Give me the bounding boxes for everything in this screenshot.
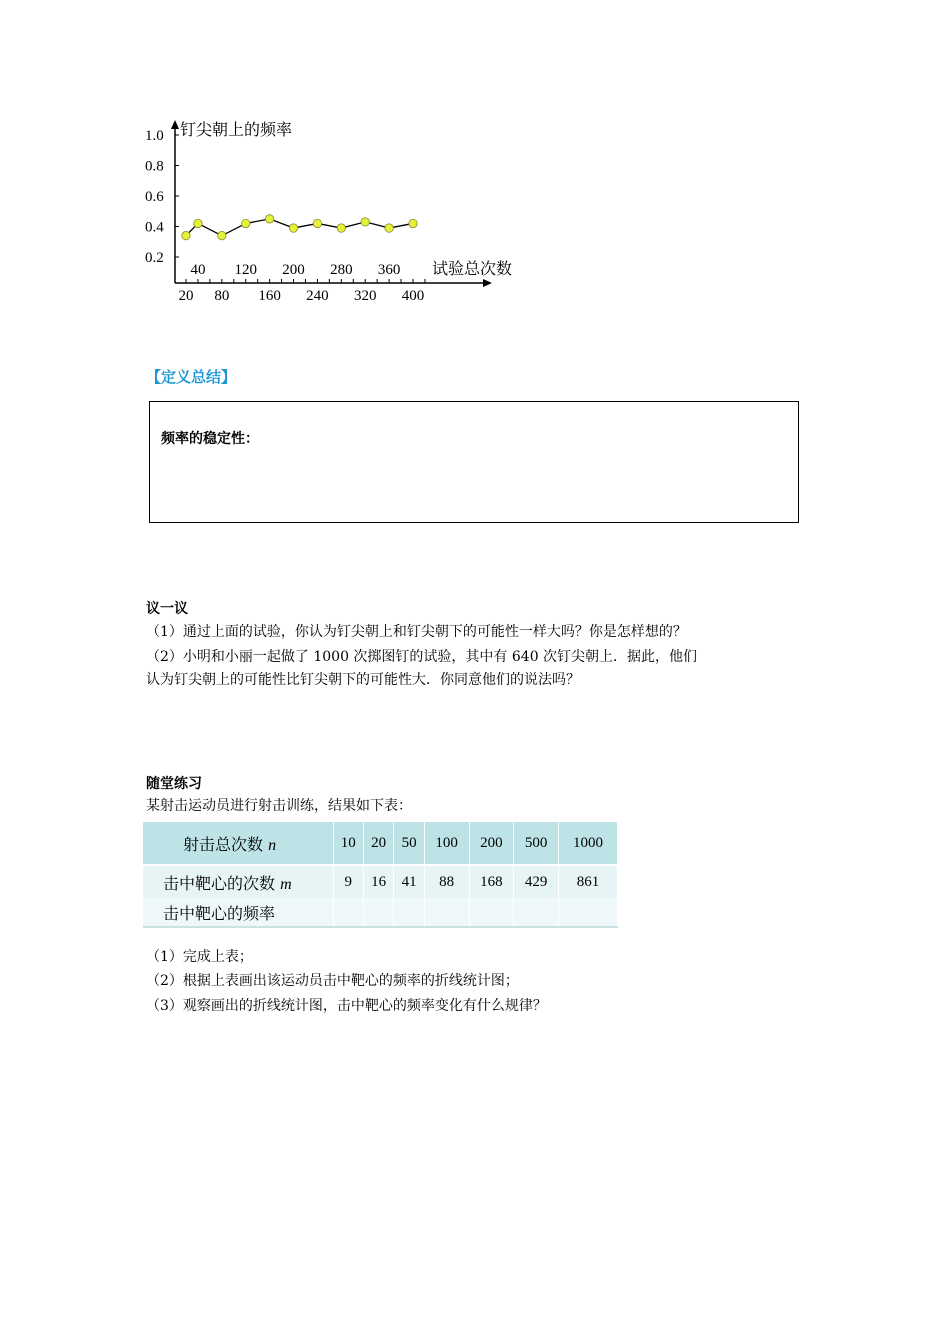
table-row	[143, 822, 618, 865]
table-cell: 20	[363, 822, 393, 865]
row-label-hits	[143, 865, 333, 898]
table-cell: 9	[333, 865, 363, 898]
x-tick-label-upper: 280	[330, 262, 353, 278]
x-tick-label-lower: 320	[353, 288, 377, 304]
practice-question-2: （2）根据上表画出该运动员击中靶心的频率的折线统计图；	[146, 973, 519, 989]
table-cell: 168	[469, 865, 514, 898]
x-tick-label-lower: 160	[258, 288, 281, 304]
discussion-question-1: （1）通过上面的试验，你认为钉尖朝上和钉尖朝下的可能性一样大吗？你是怎样想的？	[146, 624, 687, 640]
row-variable: m	[280, 875, 292, 893]
x-tick-label-upper: 360	[377, 262, 401, 278]
table-cell	[558, 898, 617, 927]
y-axis-label: 钉尖朝上的频率	[180, 120, 293, 139]
y-tick-label: 0.8	[145, 158, 164, 175]
row-label-text: 击中靶心的次数	[163, 873, 276, 893]
practice-question-1: （1）完成上表；	[146, 949, 253, 965]
data-point	[218, 231, 226, 239]
definition-box	[149, 401, 799, 523]
row-variable: n	[268, 836, 277, 854]
discussion-question-2-line-2: 认为钉尖朝上的可能性比钉尖朝下的可能性大．你同意他们的说法吗？	[146, 672, 580, 688]
data-point	[313, 219, 321, 227]
x-axis-label: 试验总次数	[432, 259, 513, 278]
practice-question-3: （3）观察画出的折线统计图，击中靶心的频率变化有什么规律？	[146, 998, 547, 1014]
table-cell: 500	[514, 822, 559, 865]
x-tick-label-lower: 400	[401, 288, 425, 304]
table-cell: 200	[469, 822, 514, 865]
y-tick-label: 1.0	[145, 128, 164, 144]
y-axis-arrow	[171, 120, 179, 129]
x-tick-label-upper: 200	[282, 262, 305, 278]
table-row	[143, 898, 618, 927]
definition-summary-title: 【定义总结】	[146, 368, 237, 386]
chart-series	[182, 215, 417, 240]
y-tick-label: 0.2	[145, 250, 164, 266]
table-cell: 1000	[558, 822, 617, 865]
data-point	[289, 224, 297, 232]
data-point	[182, 231, 190, 239]
data-point	[385, 224, 393, 232]
practice-intro: 某射击运动员进行射击训练，结果如下表：	[146, 798, 412, 814]
y-tick-label: 0.6	[145, 189, 164, 205]
table-cell	[469, 898, 514, 927]
table-cell: 100	[424, 822, 469, 865]
data-point	[265, 215, 273, 223]
practice-heading: 随堂练习	[146, 776, 202, 792]
discussion-heading: 议一议	[146, 601, 188, 617]
data-point	[361, 218, 369, 226]
shooting-results-table	[143, 822, 618, 928]
table-cell	[424, 898, 469, 927]
table-cell: 88	[424, 865, 469, 898]
row-label-hit-frequency: 击中靶心的频率	[143, 898, 333, 927]
row-label-text: 射击总次数	[183, 834, 264, 854]
row-label-total-shots	[143, 822, 333, 865]
x-tick-label-upper: 40	[190, 262, 206, 278]
table-cell: 10	[333, 822, 363, 865]
chart-ticks	[145, 120, 512, 304]
data-point	[242, 219, 250, 227]
x-tick-label-lower: 240	[306, 288, 329, 304]
x-tick-label-upper: 120	[234, 262, 257, 278]
data-point	[409, 219, 417, 227]
table-cell	[514, 898, 559, 927]
table-cell	[333, 898, 363, 927]
table-cell: 16	[363, 865, 393, 898]
x-tick-label-lower: 80	[214, 288, 230, 304]
table-cell: 429	[514, 865, 559, 898]
x-axis-arrow	[483, 279, 492, 287]
frequency-line-chart	[140, 110, 540, 310]
table-cell: 41	[394, 865, 424, 898]
table-cell	[394, 898, 424, 927]
x-tick-label-lower: 20	[178, 288, 194, 304]
table-cell	[363, 898, 393, 927]
table-cell: 861	[558, 865, 617, 898]
table-cell: 50	[394, 822, 424, 865]
discussion-question-2-line-1: （2）小明和小丽一起做了 1000 次掷图钉的试验，其中有 640 次钉尖朝上．据此，他们	[146, 649, 698, 665]
frequency-stability-label: 频率的稳定性：	[161, 431, 259, 447]
data-point	[194, 219, 202, 227]
data-point	[337, 224, 345, 232]
y-tick-label: 0.4	[145, 219, 164, 236]
table-row	[143, 865, 618, 898]
